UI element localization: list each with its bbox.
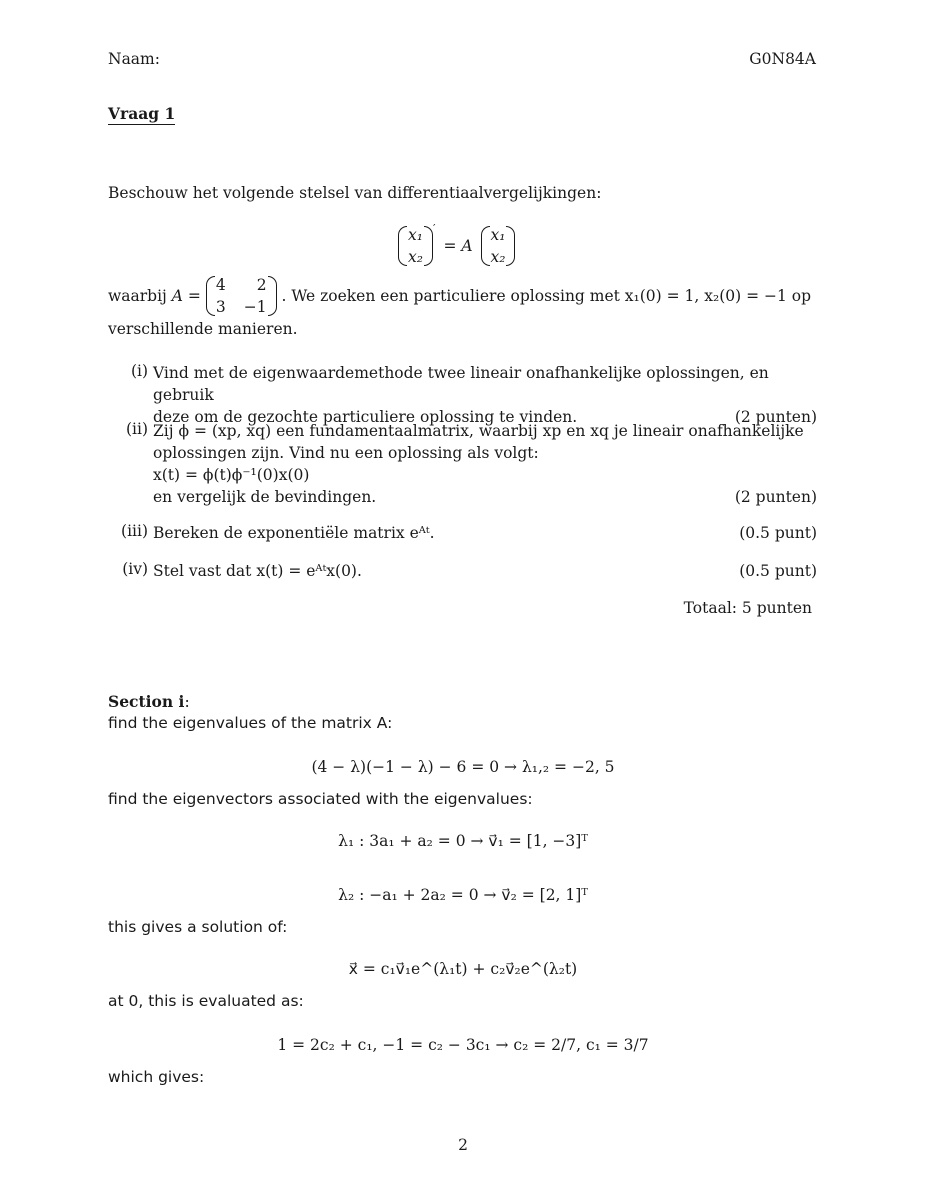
matrix-definition: waarbij A = 4 2 3 −1 . We zoeken een particuliere oplossing met x₁(0) = 1, x₂(0) = −1 op — [108, 276, 812, 316]
which-gives-text: which gives: — [108, 1068, 205, 1086]
at-zero-text: at 0, this is evaluated as: — [108, 992, 304, 1010]
item-i-points: (2 punten) — [734, 408, 817, 426]
find-eigenvalues-text: find the eigenvalues of the matrix A: — [108, 714, 393, 732]
page-number: 2 — [458, 1136, 468, 1154]
section-title: Section i: — [108, 692, 190, 711]
system-equation: x₁ x₂ ′ = A x₁ x₂ — [398, 222, 515, 268]
course-code: G0N84A — [749, 50, 816, 68]
name-label: Naam: — [108, 50, 160, 68]
intro-text: Beschouw het volgende stelsel van differentiaalvergelijkingen: — [108, 184, 602, 202]
question-title: Vraag 1 — [108, 104, 176, 123]
item-iv-points: (0.5 punt) — [739, 562, 817, 580]
item-i: (i) Vind met de eigenwaardemethode twee lineair onafhankelijke oplossingen, en gebruik deze om de gezochte particuliere oplossing te vinden. (2 punten) — [130, 362, 817, 426]
constants-equation: 1 = 2c₂ + c₁, −1 = c₂ − 3c₁ → c₂ = 2/7, c₁ = 3/7 — [277, 1036, 649, 1054]
total-points: Totaal: 5 punten — [683, 599, 812, 617]
eigenvector-1-equation: λ₁ : 3a₁ + a₂ = 0 → v⃗₁ = [1, −3]ᵀ — [338, 832, 588, 850]
lhs-vector: x₁ x₂ — [398, 224, 433, 268]
find-eigenvectors-text: find the eigenvectors associated with the eigenvalues: — [108, 790, 533, 808]
eigenvector-2-equation: λ₂ : −a₁ + 2a₂ = 0 → v⃗₂ = [2, 1]ᵀ — [338, 886, 588, 904]
item-ii: (ii) Zij ϕ = (xp, xq) een fundamentaalmatrix, waarbij xp en xq je lineair onafhankelijke oplossingen zijn. Vind nu een oplossing als volgt: x(t) = ϕ(t)ϕ⁻¹(0)x(0) en vergelijk de bevindingen. (2 punten) — [125, 420, 817, 506]
item-ii-points: (2 punten) — [734, 488, 817, 506]
item-iii-points: (0.5 punt) — [739, 524, 817, 542]
item-iii: (iii) Bereken de exponentiële matrix eᴬᵗ. (0.5 punt) — [121, 522, 817, 542]
rhs-vector: x₁ x₂ — [481, 224, 516, 268]
matrix-continuation: verschillende manieren. — [108, 320, 298, 338]
eigenvalue-equation: (4 − λ)(−1 − λ) − 6 = 0 → λ₁,₂ = −2, 5 — [311, 758, 615, 776]
matrix-a: 4 2 3 −1 — [206, 274, 277, 318]
item-iv: (iv) Stel vast dat x(t) = eᴬᵗx(0). (0.5 punt) — [122, 560, 817, 580]
general-solution-equation: x⃗ = c₁v⃗₁e^(λ₁t) + c₂v⃗₂e^(λ₂t) — [348, 960, 578, 978]
solution-text: this gives a solution of: — [108, 918, 288, 936]
